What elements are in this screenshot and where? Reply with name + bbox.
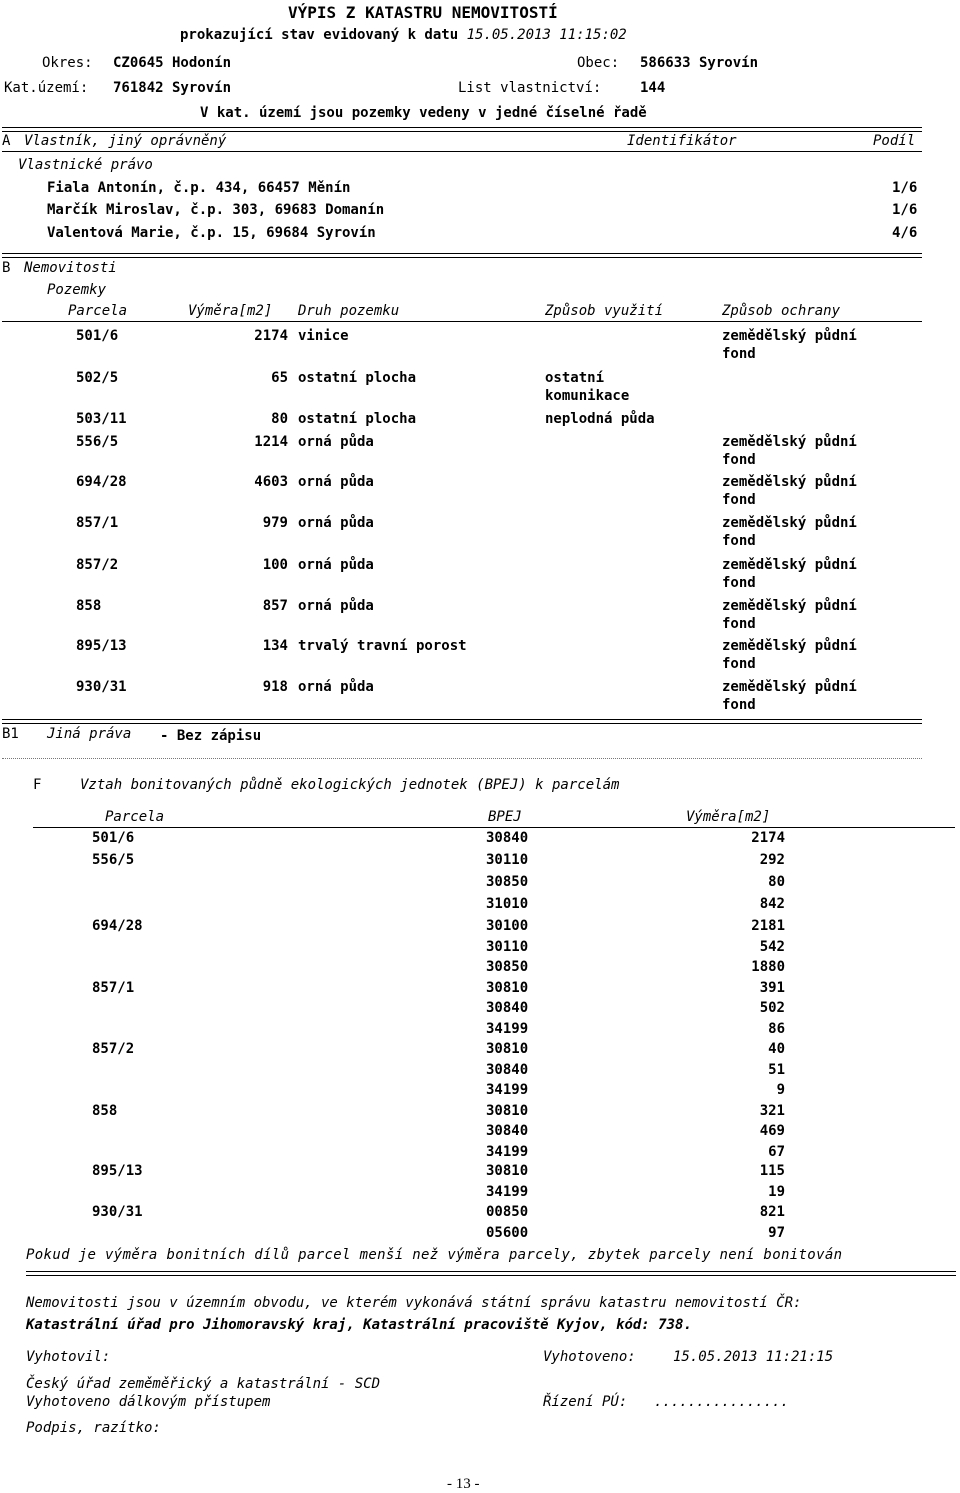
issuer: Český úřad zeměměřický a katastrální - SCD	[26, 1376, 381, 1392]
parcel-type: orná půda	[298, 434, 374, 450]
bpej-parcel: 895/13	[92, 1163, 143, 1179]
lv-value: 144	[640, 80, 666, 96]
bpej-area: 9	[776, 1082, 785, 1098]
parcel-protection-line2: fond	[722, 533, 756, 549]
col-protection-header: Způsob ochrany	[722, 303, 841, 319]
parcel-type: orná půda	[298, 557, 374, 573]
bpej-code: 34199	[486, 1144, 529, 1160]
bpej-parcel: 857/1	[92, 980, 135, 996]
parcel-use-line2: komunikace	[545, 388, 630, 404]
bpej-area: 2174	[751, 830, 785, 846]
parcel-protection-line2: fond	[722, 697, 756, 713]
col-parcel-header: Parcela	[68, 303, 128, 319]
bpej-area: 842	[759, 896, 785, 912]
parcel-protection: zemědělský půdní	[722, 557, 857, 573]
parcel-protection: zemědělský půdní	[722, 328, 857, 344]
parcel-type: orná půda	[298, 679, 374, 695]
owner-share: 1/6	[892, 180, 918, 196]
bpej-code: 30850	[486, 874, 529, 890]
parcel-protection: zemědělský půdní	[722, 598, 857, 614]
parcel-area: 134	[262, 638, 288, 654]
section-b-header-rule	[2, 321, 922, 322]
parcel-protection-line2: fond	[722, 616, 756, 632]
signature-label: Podpis, razítko:	[26, 1420, 161, 1436]
bpej-note: Pokud je výměra bonitních dílů parcel menší než výměra parcely, zbytek parcely není bonitován	[26, 1247, 843, 1263]
bpej-code: 30810	[486, 980, 529, 996]
section-b-top-rule	[2, 253, 922, 258]
bpej-parcel: 930/31	[92, 1204, 143, 1220]
bpej-code: 30850	[486, 959, 529, 975]
bpej-area: 51	[768, 1062, 785, 1078]
section-a-header-rule	[2, 151, 922, 152]
bpej-area: 97	[768, 1225, 785, 1241]
parcel-protection-line2: fond	[722, 575, 756, 591]
owner-share: 1/6	[892, 202, 918, 218]
made-by-label: Vyhotovil:	[26, 1349, 111, 1365]
section-b1-value: - Bez zápisu	[160, 728, 262, 744]
col-identifier-header: Identifikátor	[627, 133, 737, 149]
bpej-area: 86	[768, 1021, 785, 1037]
document-subtitle	[180, 26, 627, 44]
parcel-protection-line2: fond	[722, 346, 756, 362]
col-use-header: Způsob využití	[545, 303, 664, 319]
section-b-label: B	[2, 260, 11, 276]
parcel-area: 857	[262, 598, 288, 614]
bpej-area: 40	[768, 1041, 785, 1057]
bpej-code: 30840	[486, 830, 529, 846]
parcel-number: 501/6	[76, 328, 119, 344]
parcel-protection: zemědělský půdní	[722, 679, 857, 695]
bpej-parcel: 858	[92, 1103, 118, 1119]
parcel-number: 857/2	[76, 557, 119, 573]
katuzemi-label: Kat.území:	[4, 80, 89, 96]
owner-name: Marčík Miroslav, č.p. 303, 69683 Domanín	[47, 202, 385, 218]
bpej-area: 542	[759, 939, 785, 955]
col-share-header: Podíl	[873, 133, 916, 149]
section-b-title: Nemovitosti	[24, 260, 117, 276]
document-title: VÝPIS Z KATASTRU NEMOVITOSTÍ	[288, 3, 558, 22]
okres-value: CZ0645 Hodonín	[113, 55, 232, 71]
parcel-number: 895/13	[76, 638, 127, 654]
bpej-area: 1880	[751, 959, 785, 975]
parcel-use: neplodná půda	[545, 411, 655, 427]
parcel-area: 979	[262, 515, 288, 531]
parcel-protection-line2: fond	[722, 452, 756, 468]
parcel-protection: zemědělský půdní	[722, 434, 857, 450]
page-number: - 13 -	[447, 1476, 480, 1492]
bpej-area: 67	[768, 1144, 785, 1160]
bpej-parcel: 556/5	[92, 852, 135, 868]
section-a-label: A	[2, 133, 11, 149]
bpej-area: 2181	[751, 918, 785, 934]
ownership-subsection: Vlastnické právo	[18, 157, 153, 173]
bpej-parcel: 857/2	[92, 1041, 135, 1057]
bpej-code: 30110	[486, 939, 529, 955]
section-a-title: Vlastník, jiný oprávněný	[24, 133, 227, 149]
bpej-code: 30840	[486, 1062, 529, 1078]
owner-name: Valentová Marie, č.p. 15, 69684 Syrovín	[47, 225, 376, 241]
rizeni-value: ................	[654, 1394, 789, 1410]
parcel-number: 858	[76, 598, 102, 614]
parcel-number: 556/5	[76, 434, 119, 450]
okres-label: Okres:	[42, 55, 93, 71]
parcel-protection: zemědělský půdní	[722, 515, 857, 531]
section-f-title: Vztah bonitovaných půdně ekologických jednotek (BPEJ) k parcelám	[80, 777, 620, 793]
owner-share: 4/6	[892, 225, 918, 241]
parcel-protection-line2: fond	[722, 656, 756, 672]
owner-name: Fiala Antonín, č.p. 434, 66457 Měnín	[47, 180, 351, 196]
bpej-area: 19	[768, 1184, 785, 1200]
lv-label: List vlastnictví:	[458, 80, 602, 96]
bpej-code: 30840	[486, 1123, 529, 1139]
col-f-parcel-header: Parcela	[105, 809, 165, 825]
parcel-number: 857/1	[76, 515, 119, 531]
obec-label: Obec:	[577, 55, 620, 71]
col-f-area-header: Výměra[m2]	[686, 809, 771, 825]
office-line2: Katastrální úřad pro Jihomoravský kraj, Katastrální pracoviště Kyjov, kód: 738.	[26, 1317, 692, 1333]
bpej-code: 30810	[486, 1103, 529, 1119]
obec-value: 586633 Syrovín	[640, 55, 759, 71]
parcel-protection-line2: fond	[722, 492, 756, 508]
subtitle-date: 15.05.2013 11:15:02	[466, 27, 627, 43]
bpej-code: 34199	[486, 1082, 529, 1098]
section-b1-title: Jiná práva	[47, 726, 132, 742]
bpej-area: 115	[759, 1163, 785, 1179]
bpej-code: 05600	[486, 1225, 529, 1241]
bpej-code: 30110	[486, 852, 529, 868]
bpej-area: 321	[759, 1103, 785, 1119]
section-cut-rule	[2, 758, 922, 759]
bpej-code: 30100	[486, 918, 529, 934]
parcel-type: ostatní plocha	[298, 411, 417, 427]
made-on-value: 15.05.2013 11:21:15	[673, 1349, 834, 1365]
bpej-code: 30840	[486, 1000, 529, 1016]
office-line1: Nemovitosti jsou v územním obvodu, ve kterém vykonává státní správu katastru nemovitostí ČR:	[26, 1295, 802, 1311]
bpej-area: 80	[768, 874, 785, 890]
parcel-type: orná půda	[298, 515, 374, 531]
parcel-type: trvalý travní porost	[298, 638, 467, 654]
made-on-label: Vyhotoveno:	[543, 1349, 636, 1365]
bpej-area: 391	[759, 980, 785, 996]
section-f-label: F	[33, 777, 42, 793]
parcel-protection: zemědělský půdní	[722, 474, 857, 490]
parcel-number: 930/31	[76, 679, 127, 695]
section-b1-label: B1	[2, 726, 19, 742]
bpej-area: 502	[759, 1000, 785, 1016]
katuzemi-value: 761842 Syrovín	[113, 80, 232, 96]
parcel-protection: zemědělský půdní	[722, 638, 857, 654]
parcel-type: orná půda	[298, 474, 374, 490]
bpej-area: 292	[759, 852, 785, 868]
bpej-area: 469	[759, 1123, 785, 1139]
parcel-type: orná půda	[298, 598, 374, 614]
bpej-code: 31010	[486, 896, 529, 912]
bpej-code: 34199	[486, 1021, 529, 1037]
parcel-area: 1214	[254, 434, 288, 450]
parcel-number: 503/11	[76, 411, 127, 427]
parcel-area: 918	[262, 679, 288, 695]
parcel-area: 80	[271, 411, 288, 427]
parcel-area: 2174	[254, 328, 288, 344]
col-area-header: Výměra[m2]	[188, 303, 273, 319]
subtitle-label: prokazující stav evidovaný k datu	[180, 27, 459, 43]
bpej-code: 34199	[486, 1184, 529, 1200]
parcel-type: ostatní plocha	[298, 370, 417, 386]
col-f-bpej-header: BPEJ	[488, 809, 522, 825]
parcel-type: vinice	[298, 328, 349, 344]
section-f-header-rule	[33, 827, 955, 828]
parcel-number: 694/28	[76, 474, 127, 490]
parcel-number: 502/5	[76, 370, 119, 386]
parcel-area: 4603	[254, 474, 288, 490]
parcel-area: 100	[262, 557, 288, 573]
bpej-parcel: 501/6	[92, 830, 135, 846]
section-f-bottom-rule	[26, 1271, 956, 1276]
parcel-use: ostatní	[545, 370, 605, 386]
remote-access-note: Vyhotoveno dálkovým přístupem	[26, 1394, 271, 1410]
parcels-subsection: Pozemky	[47, 282, 107, 298]
bpej-parcel: 694/28	[92, 918, 143, 934]
bpej-code: 30810	[486, 1041, 529, 1057]
bpej-code: 30810	[486, 1163, 529, 1179]
col-type-header: Druh pozemku	[298, 303, 400, 319]
parcel-area: 65	[271, 370, 288, 386]
bpej-area: 821	[759, 1204, 785, 1220]
bpej-code: 00850	[486, 1204, 529, 1220]
rizeni-label: Řízení PÚ:	[543, 1394, 628, 1410]
numbering-note: V kat. území jsou pozemky vedeny v jedné číselné řadě	[200, 105, 647, 121]
section-b1-top-rule	[2, 719, 922, 724]
